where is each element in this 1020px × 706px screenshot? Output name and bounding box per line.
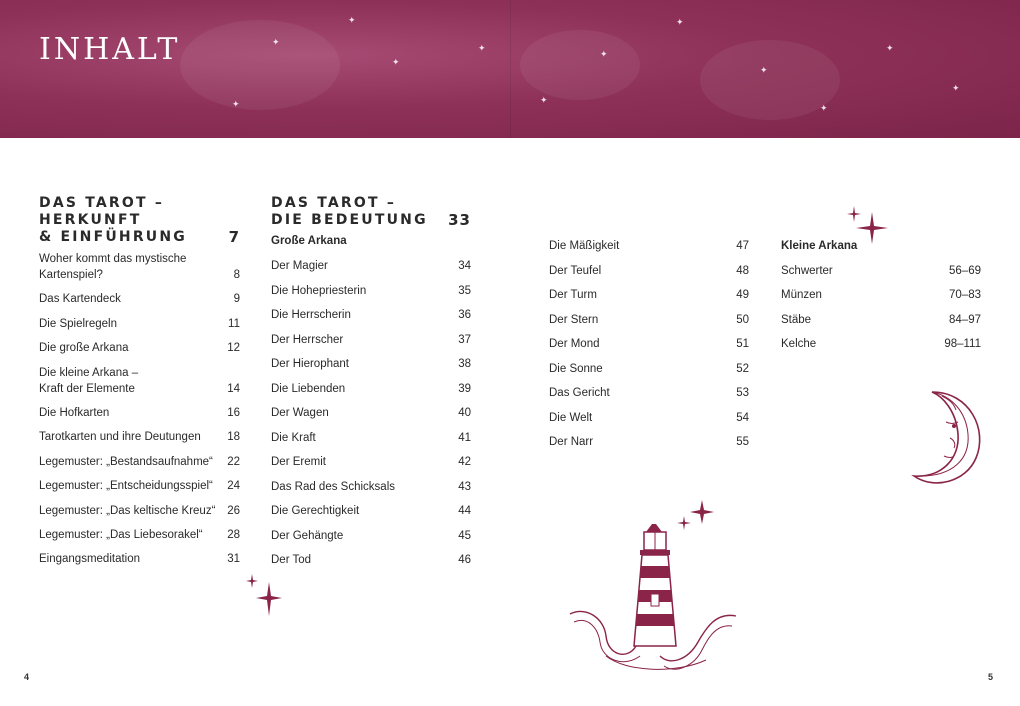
toc-entry bbox=[271, 552, 471, 568]
toc-entry bbox=[549, 410, 749, 426]
page-number-right: 5 bbox=[988, 672, 994, 682]
entry-label: Eingangsmeditation bbox=[39, 553, 141, 566]
entry-label: Münzen bbox=[781, 289, 822, 301]
section-title: DAS TAROT – DIE BEDEUTUNG bbox=[271, 195, 428, 228]
entry-page: 11 bbox=[228, 317, 240, 330]
toc-entry bbox=[39, 316, 240, 332]
entry-page: 46 bbox=[458, 554, 471, 566]
entry-page: 37 bbox=[458, 333, 471, 346]
subsection-title: Große Arkana bbox=[271, 235, 347, 247]
toc-entry bbox=[271, 503, 471, 519]
toc-entry bbox=[271, 258, 471, 274]
entry-page: 52 bbox=[736, 362, 749, 375]
toc-entry bbox=[39, 454, 240, 470]
toc-entry bbox=[271, 381, 471, 397]
entry-page: 38 bbox=[458, 358, 471, 370]
toc-section-herkunft bbox=[39, 195, 240, 576]
entry-page: 41 bbox=[458, 431, 471, 444]
section-title: DAS TAROT – HERKUNFT & EINFÜHRUNG bbox=[39, 195, 187, 245]
entry-page: 36 bbox=[458, 309, 471, 321]
entry-page: 31 bbox=[227, 553, 240, 566]
toc-section-bedeutung bbox=[271, 195, 471, 577]
entry-page: 18 bbox=[227, 431, 240, 444]
banner-glow bbox=[700, 40, 840, 120]
toc-entry bbox=[549, 385, 749, 401]
entry-label: Die Herrscherin bbox=[271, 309, 351, 321]
section-heading bbox=[39, 195, 240, 246]
star-icon: ✦ bbox=[540, 95, 548, 105]
entry-page: 16 bbox=[227, 406, 240, 419]
toc-entry bbox=[39, 478, 240, 494]
toc-entry bbox=[549, 361, 749, 377]
toc-entry bbox=[271, 430, 471, 446]
entry-page: 39 bbox=[458, 382, 471, 395]
entry-page: 84–97 bbox=[949, 313, 981, 326]
toc-entry bbox=[39, 527, 240, 543]
entry-label: Legemuster: „Bestandsaufnahme“ bbox=[39, 455, 213, 468]
star-icon: ✦ bbox=[820, 103, 828, 113]
subsection-label: Kleine Arkana bbox=[781, 240, 858, 252]
toc-entry bbox=[549, 312, 749, 328]
toc-entry bbox=[549, 434, 749, 450]
toc-entry bbox=[39, 551, 240, 567]
page-number-left: 4 bbox=[24, 672, 30, 682]
entry-label: Der Gehängte bbox=[271, 529, 344, 542]
star-icon: ✦ bbox=[232, 99, 240, 109]
toc-entry bbox=[39, 365, 240, 397]
entry-label: Die Gerechtigkeit bbox=[271, 505, 360, 517]
entry-label: Die große Arkana bbox=[39, 342, 129, 355]
toc-entry bbox=[549, 263, 749, 279]
toc-entry bbox=[549, 287, 749, 303]
toc-entry bbox=[39, 291, 240, 307]
star-icon: ✦ bbox=[478, 43, 486, 53]
entry-label: Die Spielregeln bbox=[39, 317, 117, 330]
entry-page: 44 bbox=[458, 505, 471, 517]
toc-entry bbox=[271, 479, 471, 495]
entry-label: Der Tod bbox=[271, 554, 312, 566]
entry-label: Der Turm bbox=[549, 289, 597, 301]
entry-page: 56–69 bbox=[949, 264, 981, 277]
toc-entry bbox=[271, 356, 471, 372]
toc-entry bbox=[271, 283, 471, 299]
section-page: 7 bbox=[228, 228, 240, 246]
toc-entry bbox=[39, 429, 240, 445]
entry-page: 49 bbox=[736, 289, 749, 301]
entry-page: 24 bbox=[227, 480, 240, 493]
entry-page: 35 bbox=[458, 284, 471, 297]
entry-label: Der Eremit bbox=[271, 456, 326, 468]
entry-label: Stäbe bbox=[781, 313, 812, 326]
entry-label: Das Gericht bbox=[549, 387, 610, 399]
entry-page: 8 bbox=[233, 269, 240, 281]
page-fold bbox=[510, 0, 511, 138]
entry-label: Die Kraft bbox=[271, 431, 316, 444]
section-page: 33 bbox=[448, 211, 471, 229]
entry-label: Die Liebenden bbox=[271, 382, 346, 395]
toc-entry bbox=[781, 287, 981, 303]
entry-label: Der Herrscher bbox=[271, 333, 344, 346]
toc-entry bbox=[781, 263, 981, 279]
entry-page: 55 bbox=[736, 436, 749, 448]
entry-page: 70–83 bbox=[949, 289, 981, 301]
toc-entry bbox=[549, 336, 749, 352]
lighthouse-icon bbox=[566, 496, 742, 678]
toc-entry bbox=[271, 454, 471, 470]
entry-label: Der Mond bbox=[549, 338, 600, 350]
header-banner bbox=[0, 0, 1020, 138]
entry-page: 43 bbox=[458, 480, 471, 493]
entry-page: 34 bbox=[458, 260, 471, 272]
toc-entry bbox=[271, 307, 471, 323]
entry-label: Der Hierophant bbox=[271, 358, 349, 370]
toc-section-continued bbox=[549, 238, 749, 459]
toc-entry bbox=[271, 528, 471, 544]
entry-label: Der Wagen bbox=[271, 407, 329, 419]
entry-label: Legemuster: „Entscheidungsspiel“ bbox=[39, 480, 213, 493]
entry-page: 14 bbox=[227, 382, 240, 395]
entry-page: 47 bbox=[736, 240, 749, 252]
sparkle-star-icon bbox=[242, 572, 286, 618]
star-icon: ✦ bbox=[600, 49, 608, 59]
entry-page: 28 bbox=[227, 528, 240, 541]
toc-entry bbox=[781, 336, 981, 352]
crescent-moon-face-icon bbox=[892, 386, 984, 490]
toc-entry bbox=[39, 340, 240, 356]
entry-label: Die Welt bbox=[549, 411, 593, 424]
toc-entry bbox=[39, 251, 240, 283]
entry-page: 9 bbox=[233, 293, 240, 306]
sparkle-star-icon bbox=[840, 202, 896, 250]
entry-label: Der Magier bbox=[271, 260, 328, 272]
entry-page: 12 bbox=[227, 342, 240, 355]
entry-page: 42 bbox=[458, 456, 471, 468]
star-icon: ✦ bbox=[952, 83, 960, 93]
star-icon: ✦ bbox=[392, 57, 400, 67]
entry-page: 53 bbox=[736, 387, 749, 399]
star-icon: ✦ bbox=[676, 17, 684, 27]
entry-page: 98–111 bbox=[944, 338, 981, 350]
toc-entry bbox=[781, 312, 981, 328]
toc-entry bbox=[39, 405, 240, 421]
toc-entry bbox=[39, 503, 240, 519]
entry-label: Das Rad des Schicksals bbox=[271, 480, 395, 493]
star-icon: ✦ bbox=[886, 43, 894, 53]
entry-label: Der Teufel bbox=[549, 264, 602, 277]
entry-label: Legemuster: „Das Liebesorakel“ bbox=[39, 528, 203, 541]
entry-label: Kelche bbox=[781, 338, 817, 350]
entry-label: Das Kartendeck bbox=[39, 293, 121, 306]
entry-label: Die Mäßigkeit bbox=[549, 240, 620, 252]
toc-section-kleine-arkana bbox=[781, 238, 981, 361]
page-title: INHALT bbox=[39, 32, 181, 67]
entry-page: 54 bbox=[736, 411, 749, 424]
entry-label: Legemuster: „Das keltische Kreuz“ bbox=[39, 504, 216, 517]
entry-label: Woher kommt das mystische Kartenspiel? bbox=[39, 253, 187, 281]
entry-page: 50 bbox=[736, 313, 749, 326]
star-icon: ✦ bbox=[760, 65, 768, 75]
star-icon: ✦ bbox=[348, 15, 356, 25]
entry-page: 48 bbox=[736, 264, 749, 277]
entry-page: 40 bbox=[458, 407, 471, 419]
toc-entry bbox=[271, 405, 471, 421]
entry-page: 22 bbox=[227, 455, 240, 468]
entry-label: Die Hohepriesterin bbox=[271, 284, 367, 297]
entry-label: Der Stern bbox=[549, 313, 599, 326]
entry-label: Tarotkarten und ihre Deutungen bbox=[39, 431, 201, 444]
entry-label: Die Sonne bbox=[549, 362, 603, 375]
entry-label: Die Hofkarten bbox=[39, 406, 110, 419]
banner-glow bbox=[180, 20, 340, 110]
entry-label: Die kleine Arkana – Kraft der Elemente bbox=[39, 366, 139, 395]
entry-label: Der Narr bbox=[549, 436, 594, 448]
toc-entry bbox=[549, 238, 749, 254]
entry-page: 26 bbox=[227, 504, 240, 517]
toc-entry bbox=[271, 332, 471, 348]
section-heading bbox=[271, 195, 471, 229]
star-icon: ✦ bbox=[272, 37, 280, 47]
entry-label: Schwerter bbox=[781, 264, 833, 277]
entry-page: 45 bbox=[458, 529, 471, 542]
entry-page: 51 bbox=[736, 338, 749, 350]
banner-glow bbox=[520, 30, 640, 100]
